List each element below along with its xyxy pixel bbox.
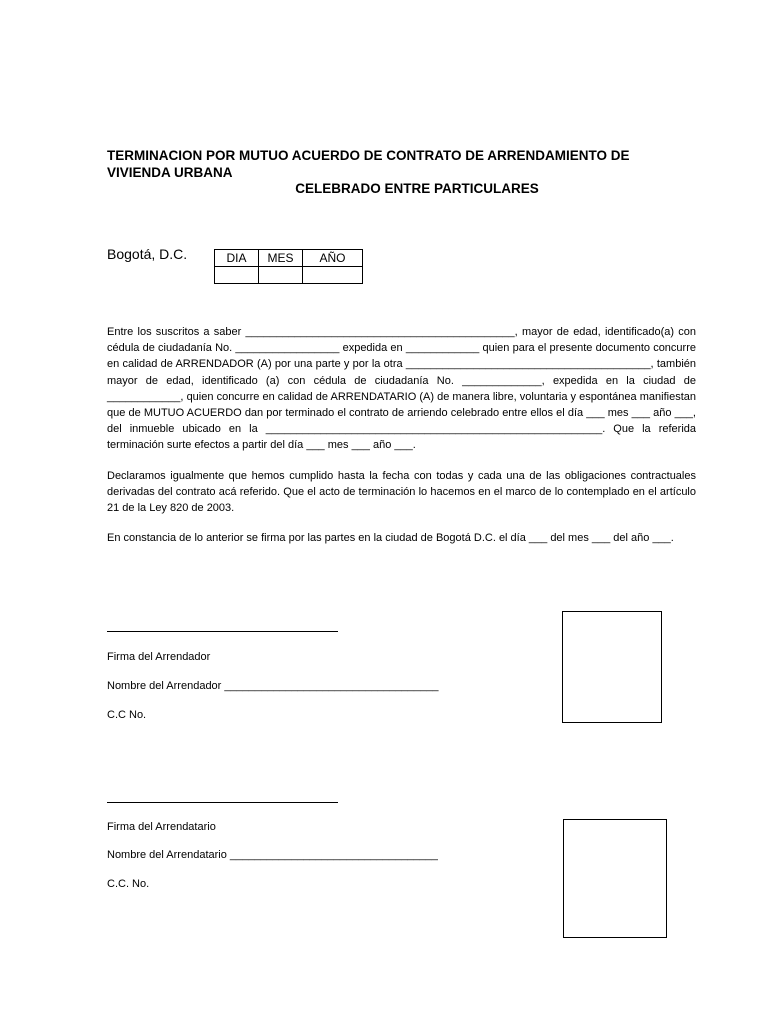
paragraph-declaration: Declaramos igualmente que hemos cumplido hasta la fecha con todas y cada una de las obligaciones contractuales derivadas del contrato acá referido. Que el acto de terminación lo hacemos en el marco de lo contemplado en el artículo 21 de la Ley 820 de 2003.	[107, 469, 696, 515]
arrendatario-firma-label: Firma del Arrendatario	[107, 821, 216, 833]
date-cell-mes[interactable]	[259, 267, 303, 284]
title-line-1: TERMINACION POR MUTUO ACUERDO DE CONTRATO DE ARRENDAMIENTO DE	[107, 148, 630, 163]
document-subtitle: CELEBRADO ENTRE PARTICULARES	[295, 181, 539, 196]
city-label: Bogotá, D.C.	[107, 246, 188, 262]
arrendatario-signature-line[interactable]	[107, 802, 338, 803]
paragraph-parties: Entre los suscritos a saber ____________________________________________, mayor de edad, identificado(a) con cédula de ciudadanía No. _________________ expedida en ____________ quien para el presente documento concurre en calidad de ARRENDADOR (A) por una parte y por la otra ________________________________________, también mayor de edad, identificado (a) con cédula de ciudadanía No. _____________, expedida en la ciudad de ____________, quien concurre en calidad de ARRENDATARIO (A) de manera libre, voluntaria y espontánea manifiestan que de MUTUO ACUERDO dan por terminado el contrato de arriendo celebrado entre ellos el día ___ mes ___ año ___, del inmueble ubicado en la _______________________________________________________. Que la referida terminación surte efectos a partir del día ___ mes ___ año ___.	[107, 326, 696, 452]
arrendatario-nombre-label: Nombre del Arrendatario __________________________________	[107, 849, 438, 861]
date-cell-dia[interactable]	[215, 267, 259, 284]
date-header-mes: MES	[259, 250, 303, 267]
paragraph-constancia: En constancia de lo anterior se firma por las partes en la ciudad de Bogotá D.C. el día ___ del mes ___ del año ___.	[107, 532, 674, 545]
arrendatario-cc-label: C.C. No.	[107, 878, 150, 890]
arrendador-nombre-label: Nombre del Arrendador ___________________________________	[107, 680, 439, 692]
arrendador-fingerprint-box	[562, 611, 662, 723]
title-line-2: VIVIENDA URBANA	[107, 165, 233, 180]
arrendador-cc-label: C.C No.	[107, 709, 147, 721]
arrendatario-fingerprint-box	[563, 819, 667, 938]
date-header-dia: DIA	[215, 250, 259, 267]
date-table	[214, 249, 363, 284]
document-body	[107, 324, 696, 560]
date-header-ano: AÑO	[303, 250, 363, 267]
arrendador-signature-line[interactable]	[107, 631, 338, 632]
document-title	[107, 147, 667, 181]
date-cell-ano[interactable]	[303, 267, 363, 284]
arrendador-firma-label: Firma del Arrendador	[107, 651, 211, 663]
